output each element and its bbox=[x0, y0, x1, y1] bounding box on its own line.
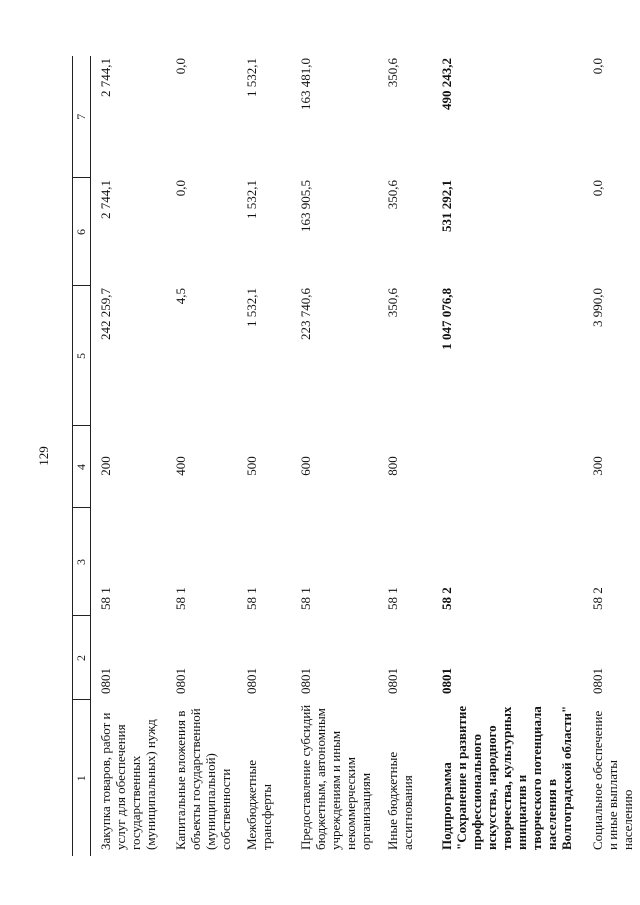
table-cell: 0801 bbox=[243, 668, 259, 694]
table-cell: 163 481,0 bbox=[297, 58, 313, 110]
table-cell: 1 532,1 bbox=[243, 180, 259, 219]
table-cell: 800 bbox=[384, 456, 400, 476]
table-cell: 531 292,1 bbox=[438, 180, 454, 232]
table-row bbox=[378, 56, 432, 856]
row-description: Капитальные вложения в объекты государственной (муниципальной) собственности bbox=[172, 708, 233, 850]
table-cell: 58 1 bbox=[297, 587, 313, 610]
budget-table-frame bbox=[72, 56, 635, 856]
column-header: 5 bbox=[73, 286, 91, 426]
table-cell: 0801 bbox=[98, 668, 113, 694]
budget-table bbox=[72, 56, 639, 856]
table-cell bbox=[432, 426, 583, 508]
table-cell: 58 1 bbox=[172, 587, 188, 610]
table-cell: 3 990,0 bbox=[589, 288, 605, 327]
row-description: Подпрограмма "Сохранение и развитие профессионального искусства, народного творчества, культурных инициатив и творческого потенциала населения в Волгоградской области" bbox=[438, 705, 574, 850]
table-cell: 58 1 bbox=[98, 587, 113, 610]
page-number: 129 bbox=[36, 446, 51, 466]
column-header: 1 bbox=[73, 700, 91, 856]
table-cell: 0801 bbox=[589, 668, 605, 694]
table-cell: 0801 bbox=[297, 668, 313, 694]
row-description: Предоставление субсидий бюджетным, автономным учреждениям и иным некоммерческим организациям bbox=[297, 704, 373, 850]
column-header: 7 bbox=[73, 56, 91, 178]
table-cell: 200 bbox=[98, 456, 113, 476]
table-cell: 1 532,1 bbox=[243, 58, 259, 97]
table-cell: 500 bbox=[243, 456, 259, 476]
table-cell: 223 740,6 bbox=[297, 288, 313, 340]
table-cell: 350,6 bbox=[384, 58, 400, 88]
table-cell: 58 2 bbox=[438, 587, 454, 610]
table-cell: 4,5 bbox=[172, 288, 188, 305]
table-cell: 163 905,5 bbox=[297, 180, 313, 232]
column-header: 4 bbox=[73, 426, 91, 508]
table-cell: 58 1 bbox=[243, 587, 259, 610]
table-row bbox=[237, 56, 291, 856]
table-row bbox=[91, 56, 166, 856]
table-cell: 58 2 bbox=[589, 587, 605, 610]
table-cell: 400 bbox=[172, 456, 188, 476]
row-description: Социальное обеспечение и иные выплаты населению bbox=[589, 710, 635, 850]
table-cell: 0801 bbox=[438, 668, 454, 694]
table-cell: 600 bbox=[297, 456, 313, 476]
column-header: 3 bbox=[73, 508, 91, 616]
table-row bbox=[583, 56, 639, 856]
table-cell: 0,0 bbox=[172, 58, 188, 75]
table-cell: 1 532,1 bbox=[243, 288, 259, 327]
table-cell: 0,0 bbox=[589, 180, 605, 197]
row-description: Закупка товаров, работ и услуг для обеспечения государственных (муниципальных) нужд bbox=[98, 712, 158, 850]
table-cell: 0,0 bbox=[172, 180, 188, 197]
table-row bbox=[432, 56, 583, 856]
table-row bbox=[166, 56, 237, 856]
table-cell: 2 744,1 bbox=[98, 58, 113, 97]
table-header-row bbox=[73, 56, 91, 856]
table-cell: 300 bbox=[589, 456, 605, 476]
table-cell: 0,0 bbox=[589, 58, 605, 75]
column-header: 2 bbox=[73, 616, 91, 700]
row-description: Иные бюджетные ассигнования bbox=[384, 751, 415, 850]
table-cell: 1 047 076,8 bbox=[438, 288, 454, 350]
table-cell: 0801 bbox=[384, 668, 400, 694]
table-cell: 0801 bbox=[172, 668, 188, 694]
table-row bbox=[291, 56, 378, 856]
table-cell: 350,6 bbox=[384, 288, 400, 318]
column-header: 6 bbox=[73, 178, 91, 286]
table-cell: 490 243,2 bbox=[438, 58, 454, 110]
table-cell: 58 1 bbox=[384, 587, 400, 610]
row-description: Межбюджетные трансферты bbox=[243, 760, 274, 850]
table-cell: 2 744,1 bbox=[98, 180, 113, 219]
table-cell: 350,6 bbox=[384, 180, 400, 210]
table-cell: 242 259,7 bbox=[98, 288, 113, 340]
